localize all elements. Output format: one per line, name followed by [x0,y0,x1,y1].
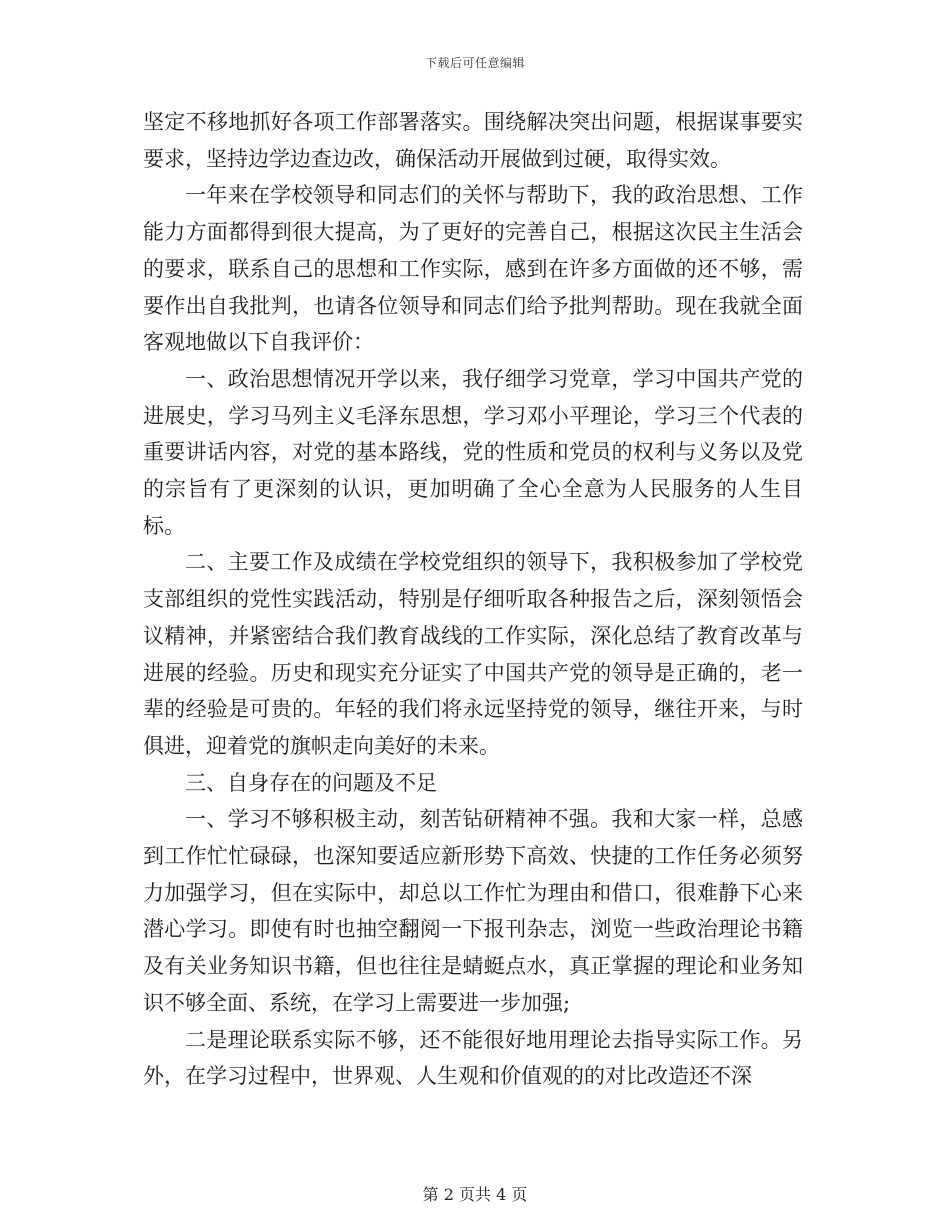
paragraph-2: 一年来在学校领导和同志们的关怀与帮助下，我的政治思想、工作能力方面都得到很大提高，为了更好的完善自己，根据这次民主生活会的要求，联系自己的思想和工作实际，感到在许多方面做的还不够，需要作出自我批判，也请各位领导和同志们给予批判帮助。现在我就全面客观地做以下自我评价： [143,183,803,355]
page-header: 下载后可任意编辑 [424,56,525,70]
paragraph-1: 坚定不移地抓好各项工作部署落实。围绕解决突出问题，根据谋事要实要求，坚持边学边查边改，确保活动开展做到过硬，取得实效。 [143,110,803,171]
paragraph-6: 二是理论联系实际不够，还不能很好地用理论去指导实际工作。另外，在学习过程中，世界观、人生观和价值观的的对比改造还不深 [143,1027,803,1089]
paragraph-4: 二、主要工作及成绩在学校党组织的领导下，我积极参加了学校党支部组织的党性实践活动，特别是仔细听取各种报告之后，深刻领悟会议精神，并紧密结合我们教育战线的工作实际，深化总结了教育改革与进展的经验。历史和现实充分证实了中国共产党的领导是正确的，老一辈的经验是可贵的。年轻的我们将永远坚持党的领导，继往开来，与时俱进，迎着党的旗帜走向美好的未来。 [143,550,803,758]
document-body [143,104,803,1095]
section-heading-3: 三、自身存在的问题及不足 [185,770,437,795]
paragraph-3: 一、政治思想情况开学以来，我仔细学习党章，学习中国共产党的进展史，学习马列主义毛泽东思想，学习邓小平理论，学习三个代表的重要讲话内容，对党的基本路线，党的性质和党员的权利与义务以及党的宗旨有了更深刻的认识，更加明确了全心全意为人民服务的人生目标。 [143,366,803,538]
page-number: 第 2 页共 4 页 [422,1185,528,1204]
paragraph-5: 一、学习不够积极主动，刻苦钻研精神不强。我和大家一样，总感到工作忙忙碌碌，也深知要适应新形势下高效、快捷的工作任务必须努力加强学习，但在实际中，却总以工作忙为理由和借口，很难静下心来潜心学习。即使有时也抽空翻阅一下报刊杂志，浏览一些政治理论书籍及有关业务知识书籍，但也往往是蜻蜓点水，真正掌握的理论和业务知识不够全面、系统，在学习上需要进一步加强; [143,807,803,1015]
